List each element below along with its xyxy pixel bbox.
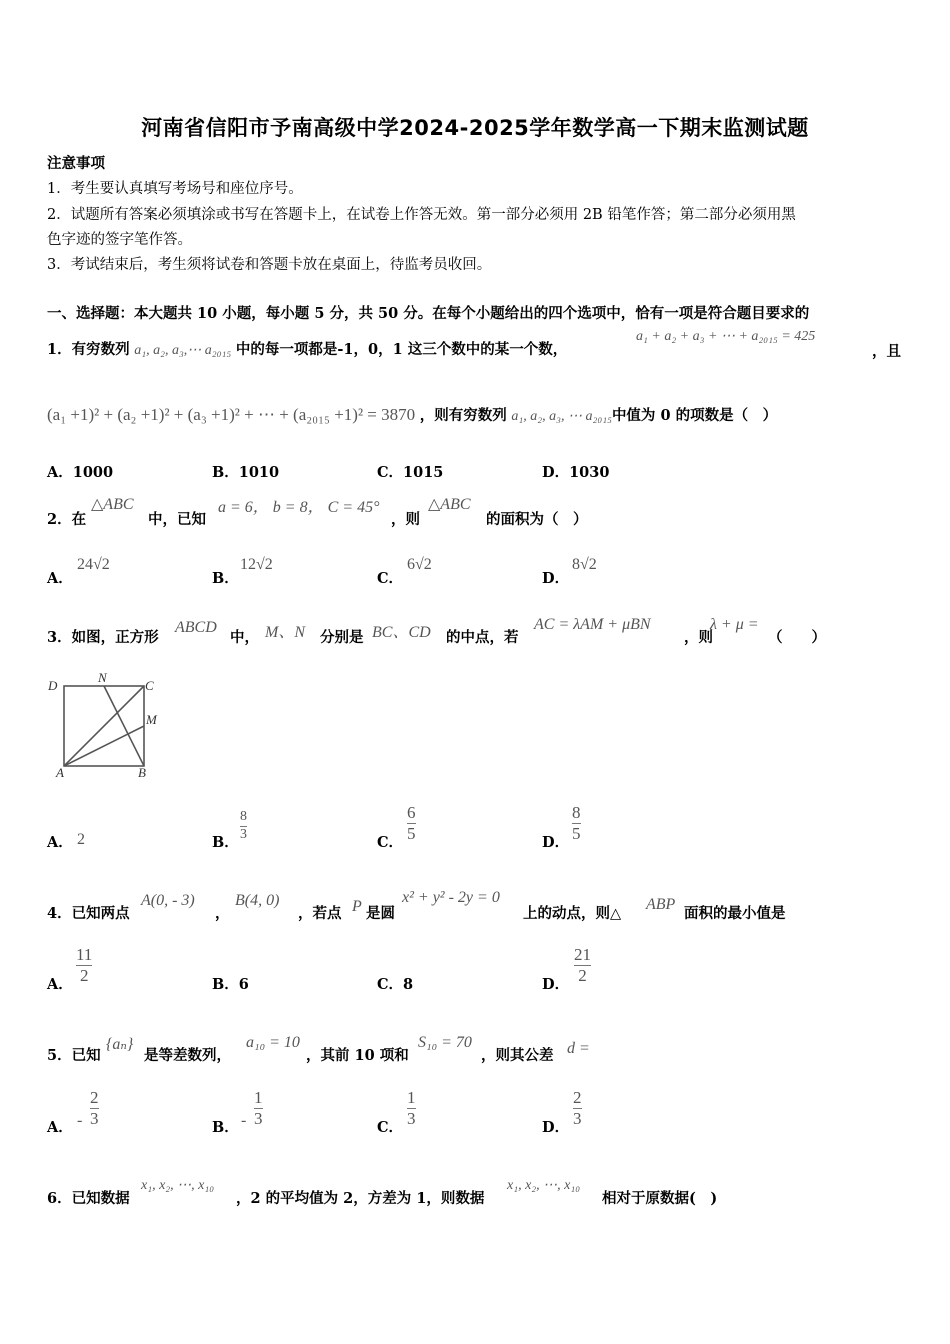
formula: △ABC	[428, 496, 471, 513]
option-d[interactable]: D．	[542, 976, 570, 993]
option-d[interactable]: D．	[542, 834, 570, 851]
option-c[interactable]: C．	[377, 834, 404, 851]
formula: a₁, a₂, a₃,⋯ a₂₀₁₅	[134, 343, 232, 358]
question-2: 2．在	[47, 511, 87, 528]
formula: d =	[567, 1040, 590, 1057]
option-d-value: 8√2	[572, 556, 597, 573]
question-1-line2: (a₁ +1)² + (a₂ +1)² + (a₃ +1)² + ⋯ + (a₂₀₁₅ +1)² = 3870 ，则有穷数列 a₁, a₂, a₃, ⋯ a₂₀₁₅中值为 0 的项数是（ ）	[47, 405, 778, 424]
question-6: 6．已知数据	[47, 1190, 130, 1207]
option-a[interactable]: A．	[47, 570, 73, 587]
page-title: 河南省信阳市予南高级中学2024-2025学年数学高一下期末监测试题	[141, 116, 809, 140]
label-m: M	[146, 712, 157, 727]
option-a[interactable]: A．	[47, 834, 73, 851]
note-item: 1．考生要认真填写考场号和座位序号。	[47, 181, 303, 197]
question-5: 5．已知	[47, 1047, 101, 1064]
note-item: 2．试题所有答案必须填涂或书写在答题卡上，在试卷上作答无效。第一部分必须用 2B 铅笔作答；第二部分必须用黑	[47, 207, 796, 223]
question-3: 3．如图，正方形	[47, 629, 159, 646]
option-b[interactable]: B．1010	[212, 464, 280, 481]
label-a: A	[56, 765, 64, 780]
formula: x² + y² - 2y = 0	[402, 889, 500, 906]
formula: A(0, - 3)	[141, 892, 195, 909]
minus-sign: -	[77, 1112, 83, 1129]
option-b-fraction: 8 3	[240, 809, 247, 842]
label-d: D	[48, 678, 58, 693]
option-b[interactable]: B．	[212, 1119, 239, 1136]
formula: B(4, 0)	[235, 892, 280, 909]
formula: x₁, x₂, ⋯, x₁₀	[141, 1178, 215, 1193]
option-a[interactable]: A．1000	[47, 464, 114, 481]
formula: BC、CD	[372, 624, 431, 641]
formula: AC = λAM + μBN	[534, 616, 651, 633]
option-a-fraction: 2 3	[90, 1088, 99, 1128]
notes-heading: 注意事项	[47, 155, 105, 172]
formula: (a₁ +1)² + (a₂ +1)² + (a₃ +1)² + ⋯ + (a₂₀₁₅ +1)² = 3870	[47, 405, 416, 424]
note-item: 色字迹的签字笔作答。	[47, 232, 192, 248]
question-number: 4．	[47, 905, 72, 922]
option-c-fraction: 1 3	[407, 1088, 416, 1128]
option-a[interactable]: A．	[47, 1119, 73, 1136]
question-1-line1: 1．有穷数列 a₁, a₂, a₃,⋯ a₂₀₁₅ 中的每一项都是-1，0，1 这三个数中的某一个数，	[47, 341, 568, 358]
option-a[interactable]: A．	[47, 976, 73, 993]
formula: △ABC	[91, 496, 134, 513]
section-heading: 一、选择题：本大题共 10 小题，每小题 5 分，共 50 分。在每个小题给出的四个选项中，恰有一项是符合题目要求的	[47, 305, 810, 322]
option-d[interactable]: D．	[542, 1119, 570, 1136]
option-c[interactable]: C．	[377, 1119, 404, 1136]
formula: S₁₀ = 70	[418, 1034, 472, 1051]
option-c[interactable]: C．1015	[377, 464, 444, 481]
option-b[interactable]: B．6	[212, 976, 249, 993]
label-c: C	[145, 678, 154, 693]
option-c-fraction: 6 5	[407, 803, 416, 843]
option-b[interactable]: B．	[212, 834, 239, 851]
formula: a = 6， b = 8， C = 45°	[218, 499, 380, 516]
option-a-value: 24√2	[77, 556, 110, 573]
label-n: N	[98, 670, 107, 685]
note-item: 3．考试结束后，考生须将试卷和答题卡放在桌面上，待监考员收回。	[47, 257, 492, 273]
formula: M、N	[265, 624, 306, 641]
option-d-fraction: 21 2	[574, 945, 591, 985]
option-d-fraction: 2 3	[573, 1088, 582, 1128]
option-a-fraction: 11 2	[76, 945, 93, 985]
formula: P	[352, 898, 362, 915]
formula: ABP	[646, 896, 676, 913]
segment-bn	[104, 686, 144, 766]
formula: {aₙ}	[106, 1036, 134, 1053]
option-a-value: 2	[77, 831, 85, 848]
formula: a₁ + a₂ + a₃ + ⋯ + a₂₀₁₅ = 425	[636, 329, 816, 344]
option-b-value: 12√2	[240, 556, 273, 573]
square-figure	[44, 668, 169, 780]
question-number: 6．	[47, 1190, 72, 1207]
label-b: B	[138, 765, 146, 780]
formula: ABCD	[175, 619, 217, 636]
option-c-value: 6√2	[407, 556, 432, 573]
segment-ac	[64, 686, 144, 766]
formula: x₁, x₂, ⋯, x₁₀	[507, 1178, 581, 1193]
formula: λ + μ =	[710, 616, 759, 633]
formula: a₁₀ = 10	[246, 1034, 300, 1051]
minus-sign: -	[241, 1112, 247, 1129]
option-b[interactable]: B．	[212, 570, 239, 587]
option-d[interactable]: D．1030	[542, 464, 610, 481]
formula: a₁, a₂, a₃, ⋯ a₂₀₁₅	[511, 409, 612, 424]
option-d-fraction: 8 5	[572, 803, 581, 843]
question-number: 1．	[47, 341, 72, 358]
question-number: 3．	[47, 629, 72, 646]
question-4: 4．已知两点	[47, 905, 130, 922]
question-number: 2．	[47, 511, 72, 528]
option-c[interactable]: C．8	[377, 976, 414, 993]
option-b-fraction: 1 3	[254, 1088, 263, 1128]
question-number: 5．	[47, 1047, 72, 1064]
option-c[interactable]: C．	[377, 570, 404, 587]
option-d[interactable]: D．	[542, 570, 570, 587]
segment-am	[64, 726, 144, 766]
